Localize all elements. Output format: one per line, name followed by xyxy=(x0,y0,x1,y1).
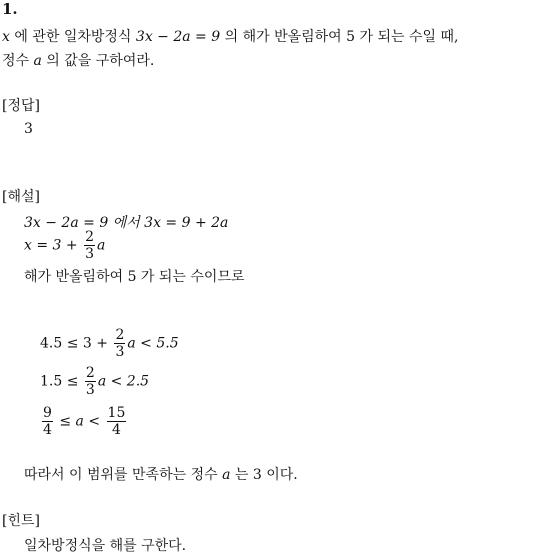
question-variable-a: a xyxy=(33,53,42,69)
fraction-denominator: 3 xyxy=(85,246,94,262)
ineq2-denominator: 3 xyxy=(85,382,95,398)
answer-label: [정답] xyxy=(2,98,40,114)
hint-label: [힌트] xyxy=(2,513,40,529)
ineq3-numerator-a: 9 xyxy=(43,405,52,421)
fraction-numerator: 2 xyxy=(85,229,94,245)
question-equation: 3x − 2a = 9 xyxy=(135,29,221,45)
question-line-2 xyxy=(2,50,154,70)
conclusion-text-1: 따라서 이 범위를 만족하는 정수 xyxy=(24,467,223,483)
inequality-3 xyxy=(40,406,128,437)
question-text-2: 의 해가 반올림하여 5 가 되는 수일 때, xyxy=(220,29,459,45)
ineq1-left: 4.5 ≤ 3 + xyxy=(40,335,113,352)
ineq3-fraction-b xyxy=(107,406,127,437)
question-text-1: 에 관한 일차방정식 xyxy=(9,29,136,45)
inequality-1 xyxy=(40,328,179,359)
ineq3-denominator-b: 4 xyxy=(111,422,121,438)
ineq1-denominator: 3 xyxy=(115,344,125,360)
hint-text: 일차방정식을 해를 구한다. xyxy=(24,538,187,554)
explanation-line-2 xyxy=(24,230,105,261)
ineq3-numerator-b: 15 xyxy=(107,405,126,421)
ineq3-fraction-a xyxy=(42,406,53,437)
explanation-line-1: 3x − 2a = 9 에서 3x = 9 + 2a xyxy=(24,215,229,231)
inequality-2 xyxy=(40,366,149,397)
conclusion-text-2: 는 3 이다. xyxy=(230,467,298,483)
ineq1-right: a < 5.5 xyxy=(127,335,179,352)
explanation-label: [해설] xyxy=(2,189,40,205)
explanation-line-3: 해가 반올림하여 5 가 되는 수이므로 xyxy=(24,269,245,285)
ineq1-numerator: 2 xyxy=(115,327,125,343)
fraction-two-thirds xyxy=(84,230,95,261)
conclusion-variable: a xyxy=(222,467,231,483)
ineq1-fraction xyxy=(114,328,125,359)
ineq3-middle: ≤ a < xyxy=(54,413,105,430)
answer-value: 3 xyxy=(24,121,33,137)
x-equals: x = 3 + xyxy=(24,237,83,254)
conclusion-line xyxy=(24,464,298,484)
ineq2-left: 1.5 ≤ xyxy=(40,373,83,390)
ineq2-right: a < 2.5 xyxy=(97,373,150,390)
variable-a: a xyxy=(97,237,106,254)
ineq2-numerator: 2 xyxy=(85,365,95,381)
question-text-4: 의 값을 구하여라. xyxy=(41,53,155,69)
problem-number: 1. xyxy=(2,0,18,18)
ineq2-fraction xyxy=(85,366,96,397)
question-text-3: 정수 xyxy=(2,53,34,69)
question-variable-x: x xyxy=(2,29,10,45)
question-line-1 xyxy=(2,26,458,46)
ineq3-denominator-a: 4 xyxy=(43,422,52,438)
